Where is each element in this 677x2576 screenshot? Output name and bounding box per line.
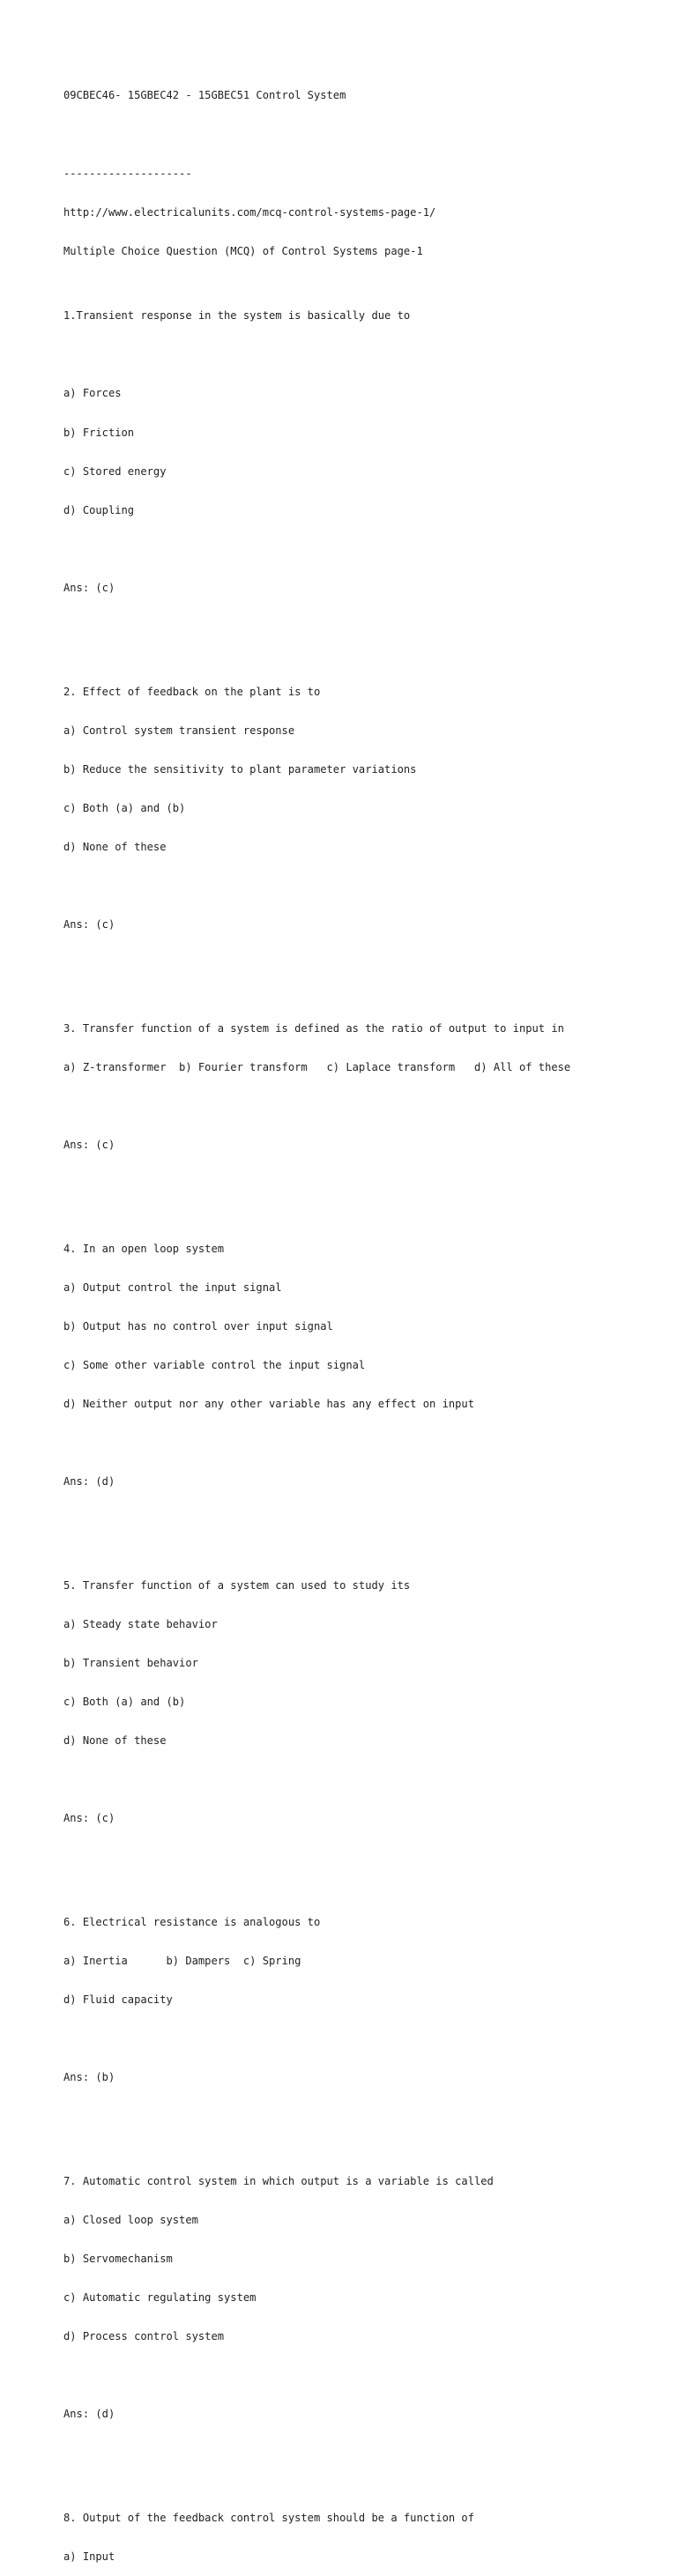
question-2-option-c: c) Both (a) and (b): [63, 801, 186, 814]
question-3-options: a) Z-transformer b) Fourier transform c) Laplace transform d) All of these: [63, 1060, 571, 1073]
question-4-answer: Ans: (d): [63, 1475, 115, 1488]
question-6-options-abc: a) Inertia b) Dampers c) Spring: [63, 1954, 301, 1967]
question-7-text: 7. Automatic control system in which output is a variable is called: [63, 2174, 494, 2187]
blank-line: [63, 1177, 663, 1191]
question-7-answer: Ans: (d): [63, 2408, 115, 2421]
question-1-answer: Ans: (c): [63, 581, 115, 594]
blank-line: [63, 1851, 663, 1864]
question-2-text: 2. Effect of feedback on the plant is to: [63, 685, 321, 698]
question-7-option-c: c) Automatic regulating system: [63, 2291, 257, 2305]
question-1-option-d: d) Coupling: [63, 503, 135, 516]
question-3-answer: Ans: (c): [63, 1138, 115, 1151]
question-1-option-c: c) Stored energy: [63, 464, 167, 478]
question-2-option-d: d) None of these: [63, 840, 167, 853]
question-1-option-b: b) Friction: [63, 426, 135, 439]
blank-line: [63, 1436, 663, 1450]
question-5-option-d: d) None of these: [63, 1734, 167, 1748]
document-title: 09CBEC46- 15GBEC42 - 15GBEC51 Control System: [63, 89, 346, 102]
question-5-answer: Ans: (c): [63, 1812, 115, 1825]
blank-line: [63, 129, 663, 142]
question-6-option-d: d) Fluid capacity: [63, 1993, 173, 2007]
question-2-answer: Ans: (c): [63, 918, 115, 932]
question-4-option-d: d) Neither output nor any other variable has any effect on input: [63, 1397, 474, 1410]
blank-line: [63, 1100, 663, 1113]
question-2-option-a: a) Control system transient response: [63, 724, 295, 737]
question-4-text: 4. In an open loop system: [63, 1242, 225, 1255]
question-3-text: 3. Transfer function of a system is defined as the ratio of output to input in: [63, 1021, 564, 1035]
blank-line: [63, 1773, 663, 1786]
question-4-option-b: b) Output has no control over input signal: [63, 1319, 333, 1333]
question-2-option-b: b) Reduce the sensitivity to plant parameter variations: [63, 762, 417, 776]
blank-line: [63, 2032, 663, 2045]
blank-line: [63, 1514, 663, 1527]
blank-line: [63, 543, 663, 556]
blank-line: [63, 2369, 663, 2382]
question-5-text: 5. Transfer function of a system can used to study its: [63, 1578, 411, 1592]
question-7-option-b: b) Servomechanism: [63, 2253, 173, 2266]
question-5-option-b: b) Transient behavior: [63, 1656, 198, 1669]
blank-line: [63, 880, 663, 893]
blank-line: [63, 2110, 663, 2123]
question-6-answer: Ans: (b): [63, 2071, 115, 2084]
question-4-option-c: c) Some other variable control the input signal: [63, 1358, 366, 1371]
question-1-text: 1.Transient response in the system is basically due to: [63, 309, 411, 323]
question-8-option-a: a) Input: [63, 2550, 115, 2564]
question-5-option-c: c) Both (a) and (b): [63, 1696, 186, 1708]
question-7-option-d: d) Process control system: [63, 2330, 225, 2343]
source-url: http://www.electricalunits.com/mcq-control-systems-page-1/: [63, 205, 436, 219]
document-heading: Multiple Choice Question (MCQ) of Control Systems page-1: [63, 244, 423, 257]
question-7-option-a: a) Closed loop system: [63, 2213, 198, 2226]
separator-line: --------------------: [63, 167, 192, 180]
blank-line: [63, 620, 663, 634]
blank-line: [63, 348, 663, 361]
blank-line: [63, 957, 663, 970]
question-8-text: 8. Output of the feedback control system should be a function of: [63, 2512, 474, 2524]
document-page: [63, 63, 663, 2576]
blank-line: [63, 2447, 663, 2461]
question-5-option-a: a) Steady state behavior: [63, 1617, 218, 1630]
question-6-text: 6. Electrical resistance is analogous to: [63, 1915, 321, 1928]
question-4-option-a: a) Output control the input signal: [63, 1281, 282, 1294]
question-1-option-a: a) Forces: [63, 387, 122, 400]
